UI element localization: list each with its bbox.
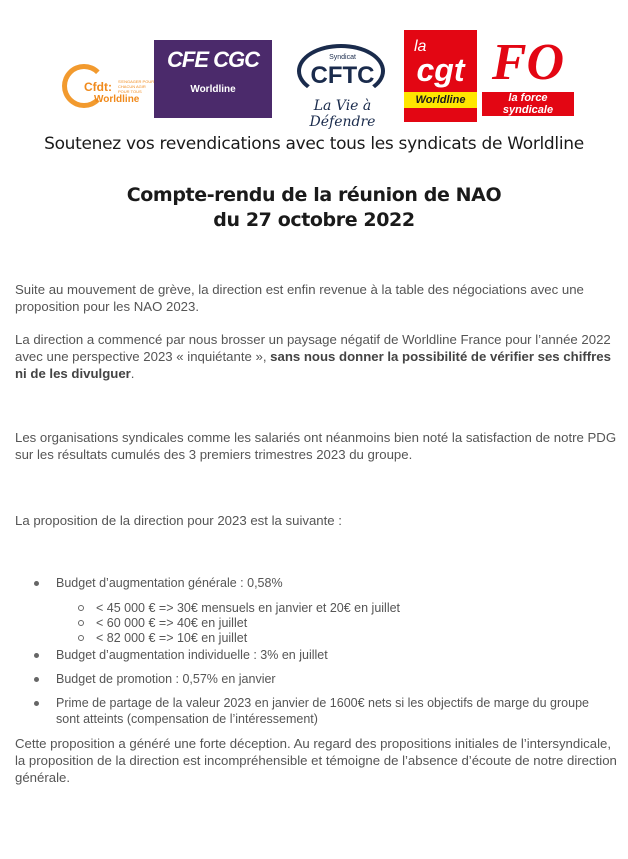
sub-list-item-text: < 60 000 € => 40€ en juillet xyxy=(96,616,248,630)
union-logos xyxy=(0,34,628,130)
fo-brand: FO xyxy=(491,34,565,91)
paragraph-context-bold: sans nous donner la possibilité de vérifier ses chiffres ni de les divulguer xyxy=(15,349,611,381)
paragraph-context xyxy=(15,331,620,382)
paragraph-conclusion: Cette proposition a généré une forte déception. Au regard des propositions initiales de l’intersyndicale, la proposition de la direction est incompréhensible et témoigne de l’absence d’écoute de notre direction générale. xyxy=(15,736,617,785)
tagline: Soutenez vos revendications avec tous les syndicats de Worldline xyxy=(44,134,584,154)
fo-tagline: la force syndicale xyxy=(482,92,574,116)
list-item-text: Prime de partage de la valeur 2023 en janvier de 1600€ nets si les objectifs de marge du groupe sont atteints (compensation de l’intéressement) xyxy=(56,696,589,726)
cfecgc-worldline: Worldline xyxy=(190,84,236,95)
bullet-icon xyxy=(34,653,39,658)
bullet-icon xyxy=(34,677,39,682)
cfdt-brand: Cfdt: xyxy=(84,80,112,94)
fo-logo xyxy=(482,36,574,116)
list-item-text: Budget d’augmentation individuelle : 3% en juillet xyxy=(56,648,328,662)
cgt-brand: cgt xyxy=(416,52,465,88)
cfecgc-brand: CFE CGC xyxy=(167,47,259,72)
paragraph-context-end: . xyxy=(130,366,135,381)
title-line-1: Compte-rendu de la réunion de NAO xyxy=(126,184,502,206)
cgt-la: la xyxy=(414,38,427,55)
document-title xyxy=(0,183,628,233)
cgt-worldline: Worldline xyxy=(404,92,477,108)
sub-list-item-text: < 45 000 € => 30€ mensuels en janvier et 20€ en juillet xyxy=(96,601,401,615)
list-item-text: Budget d’augmentation générale : 0,58% xyxy=(56,576,283,590)
cfdt-worldline: Worldline xyxy=(94,94,140,105)
cgt-logo xyxy=(404,30,477,122)
cftc-brand: CFTC xyxy=(310,62,375,89)
circle-bullet-icon xyxy=(78,605,84,611)
bullet-icon xyxy=(34,701,39,706)
sub-list-item-text: < 82 000 € => 10€ en juillet xyxy=(96,631,248,645)
paragraph-pdg: Les organisations syndicales comme les salariés ont néanmoins bien noté la satisfaction de notre PDG sur les résultats cumulés des 3 premiers trimestres 2023 du groupe. xyxy=(15,430,617,462)
cftc-motto: La Vie à Défendre xyxy=(309,98,376,130)
title-line-2: du 27 octobre 2022 xyxy=(213,209,415,231)
cfdt-logo xyxy=(62,54,155,114)
circle-bullet-icon xyxy=(78,620,84,626)
list-item-text: Budget de promotion : 0,57% en janvier xyxy=(56,672,276,686)
cftc-logo xyxy=(285,36,400,130)
cftc-syndicat: Syndicat xyxy=(329,54,356,61)
paragraph-strike: Suite au mouvement de grève, la direction est enfin revenue à la table des négociations avec une proposition pour les NAO 2023. xyxy=(15,282,584,314)
bullet-icon xyxy=(34,581,39,586)
circle-bullet-icon xyxy=(78,635,84,641)
cfdt-tagline: S'ENGAGER POUR CHACUN AGIR POUR TOUS xyxy=(118,79,155,94)
paragraph-proposal-intro: La proposition de la direction pour 2023 est la suivante : xyxy=(15,513,342,528)
cfecgc-logo xyxy=(154,40,272,118)
paragraph-context-start: La direction a commencé par nous brosser un paysage négatif de Worldline France pour l’année 2022 avec une perspective 2023 « inquiétante », xyxy=(15,332,611,364)
